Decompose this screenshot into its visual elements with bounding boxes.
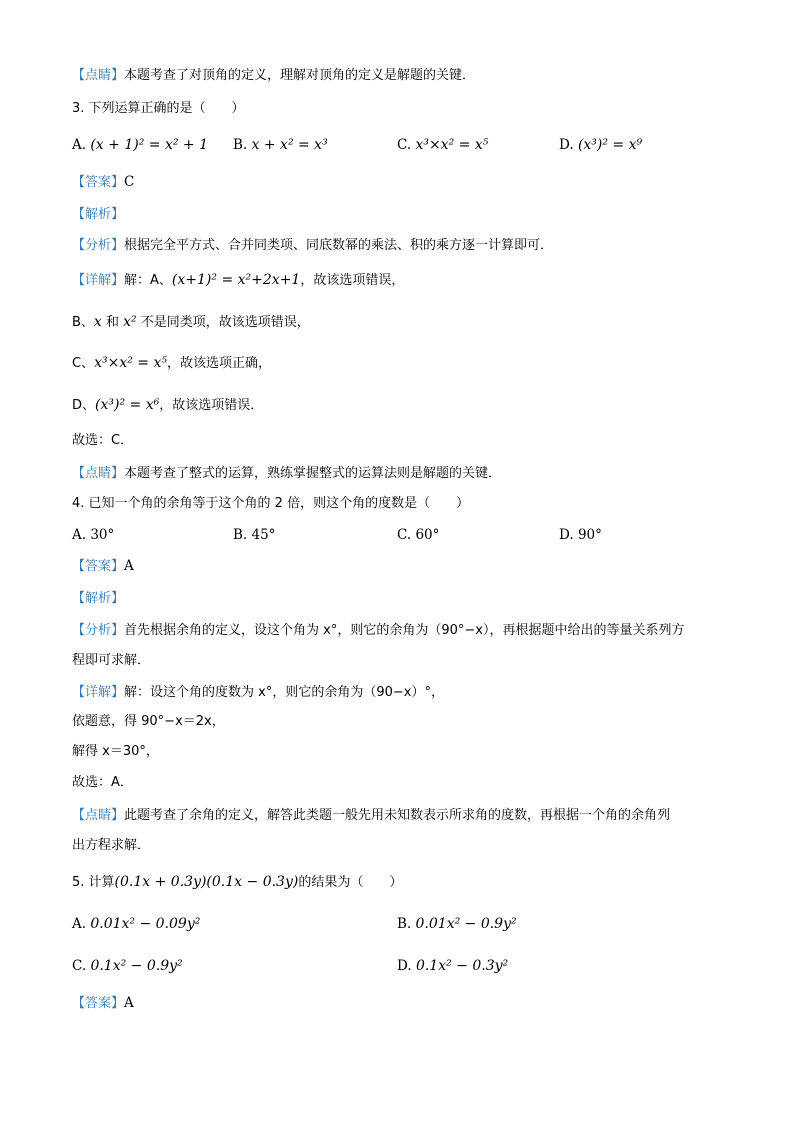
option-expr: 0.01x² − 0.9y² <box>415 916 517 932</box>
line-tail: ，故该选项正确， <box>166 356 271 371</box>
answer-tag: 【答案】 <box>72 175 125 190</box>
fenxi-line-1: 首先根据余角的定义，设这个角为 x°，则它的余角为（90°−x），再根据题中给出的等量关系列方 <box>124 623 685 638</box>
q4-step-2: 解得 x＝30°， <box>72 744 159 759</box>
fenxi-tag: 【分析】 <box>72 238 125 253</box>
answer-tag: 【答案】 <box>72 996 125 1011</box>
q4-option-c <box>397 526 439 544</box>
option-expr: 0.1x² − 0.9y² <box>90 958 183 974</box>
q4-stem: 4. 已知一个角的余角等于这个角的 2 倍，则这个角的度数是（ ） <box>72 496 470 511</box>
line-prefix: D、 <box>72 398 96 413</box>
q5-option-b <box>397 915 517 933</box>
xiangjie-intro: 解：A、 <box>124 273 172 288</box>
q3-option-b <box>233 136 328 154</box>
q3-choose: 故选：C． <box>72 433 134 448</box>
option-label: A. <box>72 527 87 543</box>
q4-step-1: 依题意，得 90°−x＝2x， <box>72 714 225 729</box>
q3-stem: 3. 下列运算正确的是（ ） <box>72 101 245 116</box>
option-label: B. <box>397 916 412 932</box>
q3-option-c <box>397 136 488 154</box>
option-label: B. <box>233 527 248 543</box>
q4-analysis <box>72 589 124 608</box>
option-expr: 30° <box>90 527 115 543</box>
math-x: x <box>93 314 102 330</box>
xiangjie-a-tail: ，故该选项错误， <box>300 273 405 288</box>
q3-analysis <box>72 205 124 224</box>
answer-tag: 【答案】 <box>72 559 125 574</box>
option-label: B. <box>233 137 248 153</box>
option-label: A. <box>72 137 87 153</box>
line-expr: x³×x² = x⁵ <box>94 355 167 371</box>
option-label: D. <box>559 137 574 153</box>
review-tag: 【点睛】 <box>72 68 125 83</box>
option-label: A. <box>72 916 87 932</box>
q3-line-d <box>72 396 263 415</box>
stem-suffix: 的结果为（ ） <box>298 875 403 890</box>
math-x2: x² <box>123 314 137 330</box>
q5-option-d <box>397 957 508 975</box>
line-mid: 和 <box>101 315 124 330</box>
review-line-1: 此题考查了余角的定义，解答此类题一般先用未知数表示所求角的度数，再根据一个角的余角列 <box>124 808 671 823</box>
option-expr: x³×x² = x⁵ <box>415 137 489 153</box>
review-text: 本题考查了整式的运算，熟练掌握整式的运算法则是解题的关键． <box>124 466 502 481</box>
answer-value: A <box>124 995 134 1011</box>
q3-line-b <box>72 313 310 332</box>
option-expr: 45° <box>251 527 276 543</box>
q3-answer <box>72 173 134 192</box>
option-label: C. <box>72 958 87 974</box>
q4-review <box>72 806 670 825</box>
xiangjie-tag: 【详解】 <box>72 685 125 700</box>
q4-xiangjie <box>72 683 444 702</box>
stem-expr: (0.1x + 0.3y)(0.1x − 0.3y) <box>114 874 299 890</box>
answer-value: C <box>124 174 135 190</box>
fenxi-tag: 【分析】 <box>72 623 125 638</box>
q4-option-d <box>559 526 602 544</box>
line-expr: (x³)² = x⁶ <box>95 397 160 413</box>
q5-option-c <box>72 957 183 975</box>
option-expr: (x + 1)² = x² + 1 <box>90 137 208 153</box>
line-prefix: B、 <box>72 315 94 330</box>
q3-fenxi <box>72 236 553 255</box>
review-tag: 【点睛】 <box>72 808 125 823</box>
analysis-tag: 【解析】 <box>72 207 125 222</box>
option-label: C. <box>397 137 412 153</box>
fenxi-text: 根据完全平方式、合并同类项、同底数幂的乘法、积的乘方逐一计算即可． <box>124 238 554 253</box>
q3-xiangjie <box>72 271 404 290</box>
option-expr: 90° <box>577 527 602 543</box>
q3-review <box>72 464 501 483</box>
review-text: 本题考查了对顶角的定义，理解对顶角的定义是解题的关键． <box>124 68 476 83</box>
q4-choose: 故选：A． <box>72 775 133 790</box>
xiangjie-a-expr: (x+1)² = x²+2x+1 <box>171 272 301 288</box>
xiangjie-tag: 【详解】 <box>72 273 125 288</box>
option-label: D. <box>559 527 574 543</box>
option-label: C. <box>397 527 412 543</box>
option-expr: 60° <box>415 527 440 543</box>
q3-option-a <box>72 136 208 154</box>
stem-prefix: 5. 计算 <box>72 875 115 890</box>
line-tail: 不是同类项，故该选项错误， <box>136 315 310 330</box>
q4-option-b <box>233 526 275 544</box>
q2-review <box>72 66 475 85</box>
q4-answer <box>72 557 134 576</box>
option-expr: 0.01x² − 0.09y² <box>90 916 201 932</box>
review-tag: 【点睛】 <box>72 466 125 481</box>
q3-line-c <box>72 354 271 373</box>
q4-option-a <box>72 526 114 544</box>
option-label: D. <box>397 958 412 974</box>
q4-fenxi-line-2: 程即可求解． <box>72 653 151 668</box>
answer-value: A <box>124 558 134 574</box>
q4-review-line-2: 出方程求解． <box>72 838 151 853</box>
option-expr: 0.1x² − 0.3y² <box>415 958 509 974</box>
q5-option-a <box>72 915 200 933</box>
q3-option-d <box>559 136 642 154</box>
line-tail: ，故该选项错误． <box>159 398 264 413</box>
line-prefix: C、 <box>72 356 95 371</box>
analysis-tag: 【解析】 <box>72 591 125 606</box>
option-expr: (x³)² = x⁹ <box>577 137 643 153</box>
q5-stem <box>72 873 402 892</box>
q4-fenxi <box>72 621 684 640</box>
option-expr: x + x² = x³ <box>251 137 328 153</box>
xiangjie-text: 解：设这个角的度数为 x°，则它的余角为（90−x）°， <box>124 685 444 700</box>
q5-answer <box>72 994 134 1013</box>
